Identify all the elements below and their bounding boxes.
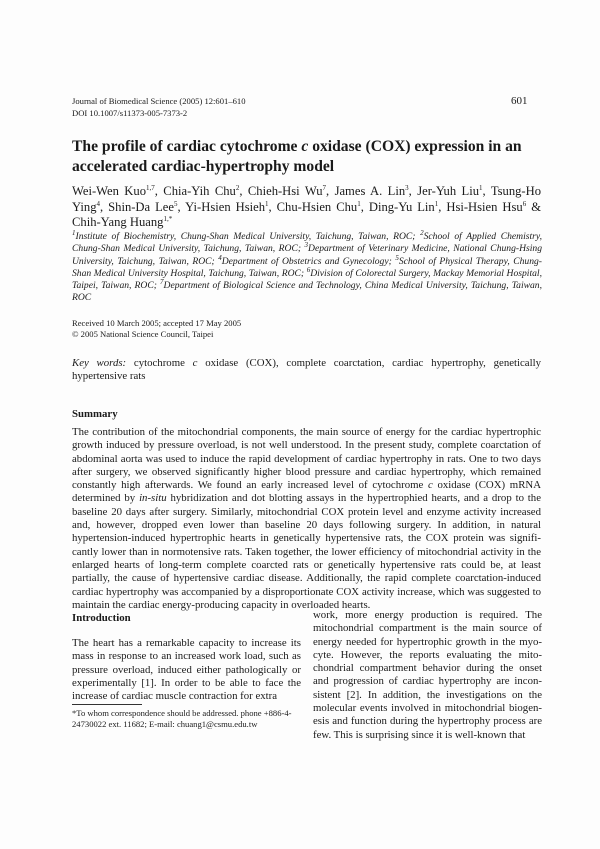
received-accepted: Received 10 March 2005; accepted 17 May 2005 [72, 318, 242, 328]
author-affiliation-mark: 1 [265, 199, 269, 208]
footnote-rule [72, 704, 142, 705]
author-affiliation-mark: 1 [357, 199, 361, 208]
title-part-1: The profile of cardiac cytochrome [72, 138, 302, 155]
keywords-text-2: oxidase (COX), complete coarctation, cardiac hypertrophy, genetically hypertensive rats [72, 357, 541, 383]
author-affiliation-mark: 6 [522, 199, 527, 208]
title-italic-c: c [301, 138, 309, 155]
author-affiliation-mark: 5 [173, 199, 178, 208]
summary-text-2: oxidase (COX) mRNA determined by [72, 479, 542, 505]
author-affiliation-mark: 1 [479, 183, 483, 192]
affiliation-text: Department of Biological Science and Technology, China Medical University, Taichung, Taiwan, ROC [72, 280, 542, 304]
author-name: Shin-Da Lee [108, 199, 174, 214]
author-name: Chieh-Hsi Wu [247, 184, 323, 198]
affiliation-text: Department of Obstetrics and Gynecology; [221, 255, 396, 267]
author-name: Hsi-Hsien Hsu [446, 199, 523, 214]
article-title [72, 137, 542, 176]
author-affiliation-mark: 2 [235, 183, 240, 192]
author-name: Chu-Hsien Chu [276, 199, 358, 214]
keywords-italic-c: c [192, 357, 198, 369]
journal-citation [72, 96, 246, 119]
summary-body [72, 426, 541, 612]
summary-italic-c: c [427, 479, 433, 492]
keywords [72, 357, 541, 384]
author-affiliation-mark: 7 [322, 183, 327, 192]
summary-text-3: hybridization and dot blotting assays in the hypertrophied hearts, and a drop to the baseline 20 days after surgery. Similarly, mitochondrial COX protein level and enzyme activity increased and, however, dropped even lower than baseline 20 days following surgery. In addition, in natural hypertension-induced hypertrophic hearts in genetically hypertensive rats, the COX protein was signifi-cantly lower than in normotensive rats. Taken together, the lower efficiency of mitochondrial activity in the enlarged hearts of long-term complete coarcted rats or genetically hypertensive rats could be, at least partially, the cause of hypertensive cardiac disease. Additionally, the rapid complete coarctation-induced cardiac hypertrophy was accompanied by a disproportionate COX activity increase, which was suggested to maintain the cardiac energy-producing capacity in overloaded hearts. [72, 492, 541, 611]
author-list: Wei-Wen Kuo$^{1,7}$, Chia-Yih Chu$^2$, Chieh-Hsi Wu$^7$, James A. Lin$^3$, Jer-Yuh Liu$^1$, Tsung-Ho Ying$^4$, Shin-Da Lee$^5$, Yi-Hsien Hsieh$^1$, Chu-Hsien Chu$^1$, Ding-Yu Lin$^1$, Hsi-Hsien Hsu$^6$ & Chih-Yang Huang$^{1,*}$ [72, 183, 542, 229]
title-part-2: oxidase (COX) expression in an accelerated cardiac-hypertrophy model [72, 138, 522, 175]
summary-heading: Summary [72, 408, 118, 420]
affiliation-text: Department of Veterinary Medicine, National Chung-Hsing University, Taichung, Taiwan, ROC; [72, 243, 542, 267]
affiliation-text: Institute of Biochemistry, Chung-Shan Medical University, Taichung, Taiwan, ROC; [75, 231, 421, 242]
affiliation-mark: 3 [304, 241, 309, 250]
author-affiliation-mark: 3 [405, 183, 409, 192]
affiliation-mark: 6 [306, 265, 311, 274]
author-name: James A. Lin [334, 184, 406, 198]
author-name: Yi-Hsien Hsieh [185, 199, 266, 214]
author-name: Ding-Yu Lin [368, 199, 435, 214]
author-affiliation-mark: 1,7 [146, 183, 155, 192]
introduction-column-1: The heart has a remarkable capacity to increase its mass in response to an increased work load, such as pressure overload, induced either pathologically or experimentally [1]. In order to be able to face the increase of cardiac muscle contraction for extra [72, 637, 301, 703]
correspondence-footnote: *To whom correspondence should be addressed. phone +886-4-24730022 ext. 11682; E-mail: chuang1@csmu.edu.tw [72, 708, 292, 730]
summary-italic-in-situ: in-situ [139, 492, 167, 505]
affiliation-text: School of Applied Chemistry, Chung-Shan Medical University, Taichung, Taiwan, ROC; [72, 231, 542, 255]
keywords-label: Key words: [72, 357, 127, 369]
affiliation-text: School of Physical Therapy, Chung-Shan Medical University Hospital, Taichung, Taiwan, ROC; [72, 255, 542, 279]
author-name: Chia-Yih Chu [163, 184, 236, 198]
copyright-line: © 2005 National Science Council, Taipei [72, 329, 214, 340]
keywords-text-1: cytochrome [126, 357, 193, 369]
article-dates [72, 318, 241, 341]
author-name: Tsung-Ho Ying [72, 184, 542, 214]
author-name: Wei-Wen Kuo [72, 184, 146, 198]
affiliation-mark: 2 [420, 228, 424, 237]
affiliation-mark: 5 [395, 253, 399, 262]
author-affiliation-mark: 1 [434, 199, 439, 208]
author-name: Jer-Yuh Liu [417, 184, 479, 198]
affiliations [72, 228, 542, 305]
introduction-column-2: work, more energy production is required. The mitochondrial compartment is the main source of energy needed for hypertrophic growth in the myo-cyte. However, the reports evaluating the mito-chondrial compartment behavior during the onset and progression of cardiac hypertrophy are incon-sistent [2]. In addition, the investigations on the molecular events involved in mitochondrial biogen-esis and function during the hypertrophy process are few. This is surprising since it is well-known that [313, 609, 542, 741]
affiliation-text: Division of Colorectal Surgery, Mackay Memorial Hospital, Taipei, Taiwan, ROC; [72, 267, 542, 292]
affiliation-mark: 7 [160, 278, 164, 286]
journal-doi: DOI 10.1007/s11373-005-7373-2 [72, 107, 188, 118]
author-affiliation-mark: 4 [96, 199, 100, 208]
introduction-heading: Introduction [72, 612, 131, 624]
author-affiliation-mark: 1,* [163, 214, 173, 223]
summary-text-1: The contribution of the mitochondrial components, the main source of energy for the cardiac hypertrophic growth induced by pressure overload, is not well understood. In the present study, complete coarctation of abdominal aorta was used to induce the rapid development of cardiac hypertrophy in rats. One to two days after surgery, we observed significantly higher blood pressure and cardiac hypertrophy, which remained constantly high afterwards. We found an early increased level of cytochrome [72, 426, 541, 492]
affiliation-mark: 4 [218, 253, 222, 262]
journal-line-1: Journal of Biomedical Science (2005) 12:601–610 [72, 96, 246, 106]
author-name: Chih-Yang Huang [72, 215, 164, 229]
page-number: 601 [511, 95, 528, 107]
affiliation-mark: 1 [72, 228, 76, 237]
